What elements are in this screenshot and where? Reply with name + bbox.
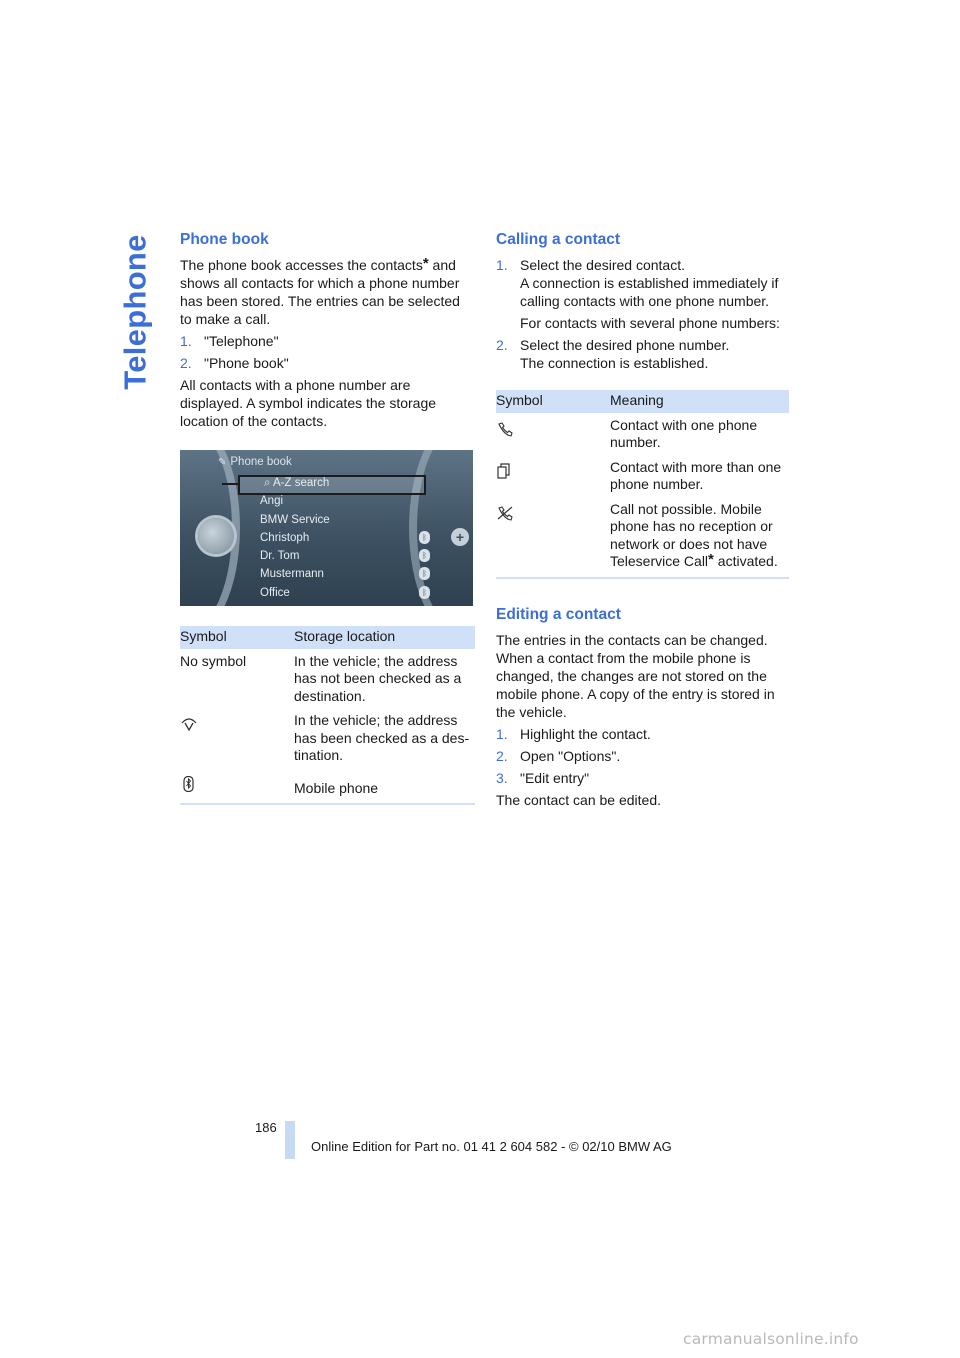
screen-contact-list — [260, 474, 430, 602]
table-header: Meaning — [610, 390, 789, 413]
list-item: 2. Select the desired phone number. The connection is established. — [496, 337, 730, 371]
table-cell: Call not possible. Mobile phone has no reception or network or does not have Teleservice Call* activated. — [610, 497, 789, 578]
table-header: Symbol — [496, 390, 610, 413]
list-item: Dr. Tom ᛒ — [260, 547, 430, 565]
storage-location-table — [180, 626, 475, 805]
section-title-text: Telephone — [118, 234, 154, 390]
page-number: 186 — [255, 1120, 277, 1135]
tools-icon: ✎ — [218, 457, 227, 468]
table-cell: Contact with more than one phone number. — [610, 458, 782, 492]
editing-heading: Editing a contact — [496, 605, 621, 623]
table-cell — [180, 708, 294, 768]
bluetooth-phone-icon — [180, 776, 198, 792]
navigation-checked-icon — [180, 716, 198, 732]
table-row — [180, 768, 475, 805]
table-row — [180, 708, 475, 768]
table-cell: Contact with one phone number. — [610, 416, 758, 450]
footer-edition-text: Online Edition for Part no. 01 41 2 604 582 - © 02/10 BMW AG — [311, 1139, 672, 1154]
handset-icon — [496, 421, 514, 437]
table-cell: No symbol — [180, 652, 247, 669]
editing-intro: The entries in the contacts can be changed. When a contact from the mobile phone is changed, the changes are not stored on the mobile phone. A copy of the entry is stored in the vehicle. — [496, 631, 775, 720]
table-row — [180, 649, 475, 709]
phone-book-after-steps: All contacts with a phone number are displayed. A symbol indicates the storage location of the contacts. — [180, 377, 437, 429]
list-item: 1. Highlight the contact. — [496, 725, 651, 742]
table-cell: In the vehicle; the address has been checked as a des-tination. — [294, 712, 470, 763]
controller-knob-icon — [198, 518, 234, 554]
list-item: ⌕ A-Z search — [264, 477, 330, 489]
table-header: Storage location — [294, 626, 475, 649]
footer-accent-bar — [285, 1121, 295, 1159]
watermark: carmanualsonline.info — [683, 1330, 859, 1348]
table-cell — [180, 768, 294, 805]
section-side-title — [112, 232, 160, 392]
table-row — [496, 497, 789, 578]
table-cell — [496, 413, 610, 455]
plus-icon: + — [451, 528, 469, 546]
search-icon: ⌕ — [264, 477, 274, 489]
table-cell: Mobile phone — [294, 768, 475, 805]
phone-book-steps — [180, 332, 475, 372]
bluetooth-icon: ᛒ — [419, 531, 430, 544]
symbol-meaning-table — [496, 390, 789, 579]
list-item: Mustermann ᛒ — [260, 565, 430, 583]
list-item: Angi — [260, 495, 284, 508]
bluetooth-icon: ᛒ — [419, 586, 430, 599]
list-item: 1. Select the desired contact. A connection is established immediately if calling contacts with one phone number. For contacts with several phone numbers: — [496, 257, 780, 331]
list-item: BMW Service — [260, 513, 330, 526]
phone-book-intro: The phone book accesses the contacts* and shows all contacts for which a phone number has been stored. The entries can be selected to make a call. — [180, 255, 460, 327]
table-cell — [496, 497, 610, 578]
table-cell — [496, 455, 610, 497]
optional-equipment-star: * — [708, 551, 714, 568]
calling-steps — [496, 256, 789, 372]
list-item: 3. "Edit entry" — [496, 769, 590, 786]
phone-book-heading: Phone book — [180, 231, 269, 248]
multiple-numbers-icon — [496, 463, 514, 479]
left-column — [180, 230, 475, 805]
table-cell: In the vehicle; the address has not been checked as a destination. — [294, 652, 462, 704]
list-item: 1. "Telephone" — [180, 333, 279, 349]
editing-outro: The contact can be edited. — [496, 791, 661, 808]
list-item: Christoph ᛒ — [260, 529, 430, 547]
call-not-possible-icon — [496, 505, 514, 521]
bluetooth-icon: ᛒ — [419, 567, 430, 580]
bluetooth-icon: ᛒ — [419, 549, 430, 562]
right-column — [496, 230, 789, 813]
table-row — [496, 413, 789, 455]
screen-header: ✎ Phone book — [218, 456, 292, 468]
list-item: 2. "Phone book" — [180, 355, 289, 371]
editing-steps — [496, 725, 789, 787]
list-item: 2. Open "Options". — [496, 747, 621, 764]
idrive-phone-book-screenshot — [180, 450, 473, 606]
table-row — [496, 455, 789, 497]
list-item: Office ᛒ — [260, 584, 430, 602]
calling-heading: Calling a contact — [496, 231, 621, 248]
table-header: Symbol — [180, 626, 294, 649]
optional-equipment-star: * — [422, 255, 429, 272]
